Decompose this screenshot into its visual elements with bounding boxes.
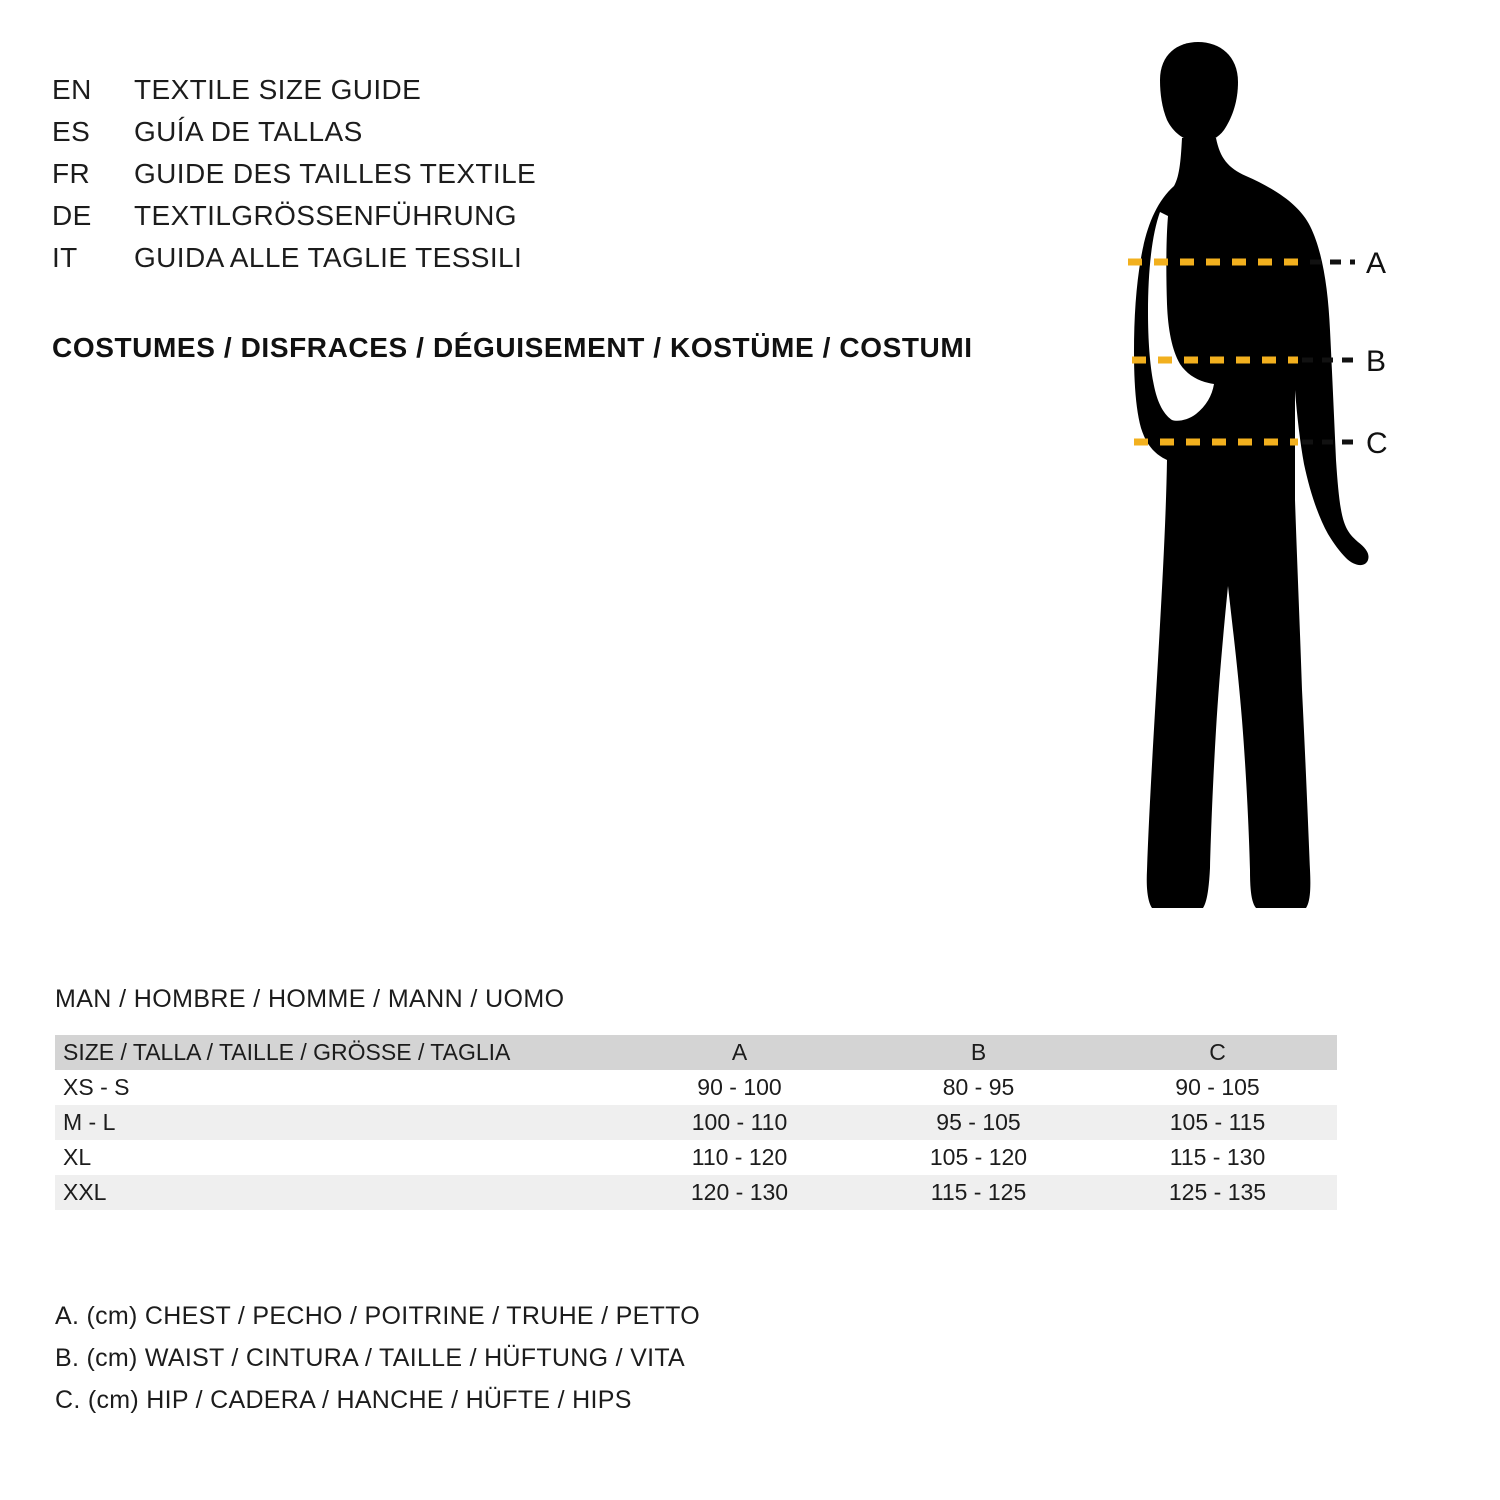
cell-c: 115 - 130: [1169, 1144, 1266, 1170]
legend-line-c: C. (cm) HIP / CADERA / HANCHE / HÜFTE / HIPS: [55, 1386, 632, 1414]
group-title-man: MAN / HOMBRE / HOMME / MANN / UOMO: [55, 985, 565, 1013]
legend-line-b: B. (cm) WAIST / CINTURA / TAILLE / HÜFTUNG / VITA: [55, 1344, 686, 1372]
cell-a: 100 - 110: [691, 1109, 788, 1135]
language-code: DE: [52, 200, 92, 231]
language-row-en: [52, 74, 1052, 116]
cell-c: 90 - 105: [1175, 1074, 1260, 1100]
table-row: [55, 1140, 1337, 1175]
language-row-de: [52, 200, 1052, 242]
cell-c: 105 - 115: [1169, 1109, 1266, 1135]
label-b: B: [1366, 345, 1387, 378]
language-row-fr: [52, 158, 1052, 200]
measurement-legend: [55, 1295, 700, 1421]
table-row: [55, 1175, 1337, 1210]
cell-size: XL: [63, 1144, 92, 1170]
cell-size: M - L: [63, 1109, 116, 1135]
table-row: [55, 1105, 1337, 1140]
category-line: COSTUMES / DISFRACES / DÉGUISEMENT / KOSTÜME / COSTUMI: [52, 332, 973, 363]
language-code: IT: [52, 242, 78, 273]
cell-b: 80 - 95: [942, 1074, 1015, 1100]
person-silhouette-shape: [1134, 42, 1369, 908]
language-title: TEXTILGRÖSSENFÜHRUNG: [134, 200, 517, 231]
cell-a: 90 - 100: [697, 1074, 782, 1100]
table-header-row: [55, 1035, 1337, 1070]
language-title: GUIDA ALLE TAGLIE TESSILI: [134, 242, 523, 273]
language-title: TEXTILE SIZE GUIDE: [134, 74, 422, 105]
language-code: FR: [52, 158, 91, 189]
label-c: C: [1366, 427, 1388, 460]
header-a: A: [731, 1039, 748, 1065]
language-row-it: [52, 242, 1052, 284]
body-measurement-figure: [1010, 30, 1440, 930]
cell-b: 105 - 120: [929, 1144, 1028, 1170]
language-code: EN: [52, 74, 92, 105]
header-size: SIZE / TALLA / TAILLE / GRÖSSE / TAGLIA: [63, 1039, 511, 1065]
language-row-es: [52, 116, 1052, 158]
header-c: C: [1209, 1039, 1226, 1065]
language-title: GUIDE DES TAILLES TEXTILE: [134, 158, 537, 189]
cell-size: XXL: [63, 1179, 107, 1205]
label-a: A: [1366, 247, 1387, 280]
language-title: GUÍA DE TALLAS: [134, 116, 363, 147]
size-chart-table: [55, 1035, 1337, 1210]
cell-c: 125 - 135: [1168, 1179, 1267, 1205]
cell-a: 110 - 120: [691, 1144, 788, 1170]
cell-a: 120 - 130: [690, 1179, 789, 1205]
cell-b: 95 - 105: [936, 1109, 1021, 1135]
cell-b: 115 - 125: [930, 1179, 1027, 1205]
table-row: [55, 1070, 1337, 1105]
language-code: ES: [52, 116, 91, 147]
legend-line-a: A. (cm) CHEST / PECHO / POITRINE / TRUHE / PETTO: [55, 1302, 701, 1330]
cell-size: XS - S: [63, 1074, 130, 1100]
header-b: B: [970, 1039, 987, 1065]
language-guide-list: [52, 74, 1052, 284]
